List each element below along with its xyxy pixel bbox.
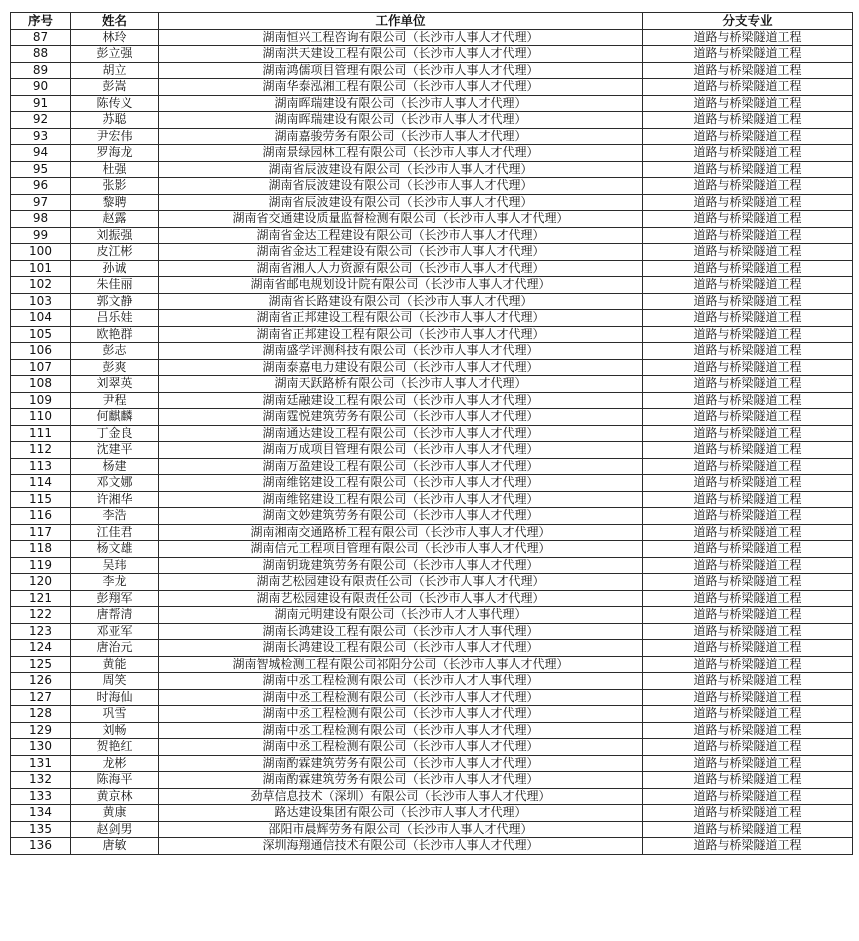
cell-work-unit: 湖南艺松园建设有限责任公司（长沙市人事人才代理） (159, 590, 643, 607)
cell-work-unit: 湖南泰嘉电力建设有限公司（长沙市人事人才代理） (159, 359, 643, 376)
cell-name: 龙彬 (71, 755, 159, 772)
table-row (11, 442, 853, 459)
table-row (11, 491, 853, 508)
cell-serial-number: 107 (11, 359, 71, 376)
table-row (11, 409, 853, 426)
table-row (11, 623, 853, 640)
table-row (11, 194, 853, 211)
cell-name: 黄京林 (71, 788, 159, 805)
table-row (11, 277, 853, 294)
cell-specialty: 道路与桥梁隧道工程 (643, 293, 853, 310)
cell-specialty: 道路与桥梁隧道工程 (643, 640, 853, 657)
cell-name: 林玲 (71, 29, 159, 46)
cell-serial-number: 122 (11, 607, 71, 624)
cell-serial-number: 105 (11, 326, 71, 343)
cell-specialty: 道路与桥梁隧道工程 (643, 376, 853, 393)
cell-name: 邓亚军 (71, 623, 159, 640)
cell-serial-number: 96 (11, 178, 71, 195)
cell-specialty: 道路与桥梁隧道工程 (643, 244, 853, 261)
cell-name: 黄康 (71, 805, 159, 822)
cell-specialty: 道路与桥梁隧道工程 (643, 607, 853, 624)
cell-serial-number: 130 (11, 739, 71, 756)
cell-specialty: 道路与桥梁隧道工程 (643, 458, 853, 475)
cell-specialty: 道路与桥梁隧道工程 (643, 442, 853, 459)
cell-serial-number: 98 (11, 211, 71, 228)
cell-specialty: 道路与桥梁隧道工程 (643, 772, 853, 789)
cell-serial-number: 106 (11, 343, 71, 360)
cell-name: 杜强 (71, 161, 159, 178)
cell-specialty: 道路与桥梁隧道工程 (643, 574, 853, 591)
table-row (11, 788, 853, 805)
cell-specialty: 道路与桥梁隧道工程 (643, 656, 853, 673)
table-row (11, 838, 853, 855)
cell-work-unit: 湖南万成项目管理有限公司（长沙市人事人才代理） (159, 442, 643, 459)
table-row (11, 310, 853, 327)
table-row (11, 112, 853, 129)
cell-name: 贺艳红 (71, 739, 159, 756)
cell-specialty: 道路与桥梁隧道工程 (643, 95, 853, 112)
cell-serial-number: 119 (11, 557, 71, 574)
header-row (11, 13, 853, 30)
cell-work-unit: 湖南省辰波建设有限公司（长沙市人事人才代理） (159, 178, 643, 195)
cell-serial-number: 89 (11, 62, 71, 79)
cell-name: 郭文静 (71, 293, 159, 310)
table-row (11, 62, 853, 79)
cell-specialty: 道路与桥梁隧道工程 (643, 211, 853, 228)
cell-name: 彭翔军 (71, 590, 159, 607)
table-row (11, 772, 853, 789)
cell-name: 唐敏 (71, 838, 159, 855)
cell-serial-number: 99 (11, 227, 71, 244)
cell-name: 黄能 (71, 656, 159, 673)
cell-name: 赵剑男 (71, 821, 159, 838)
cell-work-unit: 湖南湘南交通路桥工程有限公司（长沙市人事人才代理） (159, 524, 643, 541)
cell-work-unit: 湖南晖瑞建设有限公司（长沙市人事人才代理） (159, 112, 643, 129)
cell-name: 刘振强 (71, 227, 159, 244)
cell-specialty: 道路与桥梁隧道工程 (643, 310, 853, 327)
cell-specialty: 道路与桥梁隧道工程 (643, 178, 853, 195)
cell-name: 尹宏伟 (71, 128, 159, 145)
cell-work-unit: 湖南文妙建筑劳务有限公司（长沙市人事人才代理） (159, 508, 643, 525)
cell-work-unit: 湖南中丞工程检测有限公司（长沙市人事人才代理） (159, 706, 643, 723)
cell-work-unit: 湖南中丞工程检测有限公司（长沙市人事人才代理） (159, 739, 643, 756)
cell-serial-number: 90 (11, 79, 71, 96)
cell-specialty: 道路与桥梁隧道工程 (643, 326, 853, 343)
cell-name: 彭志 (71, 343, 159, 360)
cell-work-unit: 湖南天跃路桥有限公司（长沙市人事人才代理） (159, 376, 643, 393)
cell-specialty: 道路与桥梁隧道工程 (643, 425, 853, 442)
cell-work-unit: 湖南省辰波建设有限公司（长沙市人事人才代理） (159, 194, 643, 211)
cell-name: 江佳君 (71, 524, 159, 541)
cell-serial-number: 104 (11, 310, 71, 327)
cell-work-unit: 湖南省金达工程建设有限公司（长沙市人事人才代理） (159, 227, 643, 244)
cell-work-unit: 湖南省长路建设有限公司（长沙市人事人才代理） (159, 293, 643, 310)
cell-work-unit: 湖南洪天建设工程有限公司（长沙市人事人才代理） (159, 46, 643, 63)
cell-serial-number: 111 (11, 425, 71, 442)
cell-work-unit: 湖南中丞工程检测有限公司（长沙市人事人才代理） (159, 689, 643, 706)
cell-serial-number: 131 (11, 755, 71, 772)
cell-name: 黎聘 (71, 194, 159, 211)
header-serial-number: 序号 (11, 13, 71, 30)
cell-specialty: 道路与桥梁隧道工程 (643, 689, 853, 706)
cell-work-unit: 湖南万盈建设工程有限公司（长沙市人事人才代理） (159, 458, 643, 475)
cell-serial-number: 126 (11, 673, 71, 690)
table-row (11, 161, 853, 178)
cell-serial-number: 95 (11, 161, 71, 178)
cell-serial-number: 91 (11, 95, 71, 112)
cell-specialty: 道路与桥梁隧道工程 (643, 524, 853, 541)
cell-name: 丁金良 (71, 425, 159, 442)
table-row (11, 392, 853, 409)
cell-work-unit: 湖南酌霖建筑劳务有限公司（长沙市人事人才代理） (159, 772, 643, 789)
cell-name: 何麒麟 (71, 409, 159, 426)
cell-name: 彭立强 (71, 46, 159, 63)
cell-name: 巩雪 (71, 706, 159, 723)
cell-serial-number: 118 (11, 541, 71, 558)
cell-serial-number: 120 (11, 574, 71, 591)
table-row (11, 821, 853, 838)
cell-name: 胡立 (71, 62, 159, 79)
table-row (11, 376, 853, 393)
cell-specialty: 道路与桥梁隧道工程 (643, 194, 853, 211)
cell-specialty: 道路与桥梁隧道工程 (643, 128, 853, 145)
cell-serial-number: 135 (11, 821, 71, 838)
cell-serial-number: 94 (11, 145, 71, 162)
cell-serial-number: 123 (11, 623, 71, 640)
cell-serial-number: 117 (11, 524, 71, 541)
table-row (11, 46, 853, 63)
cell-specialty: 道路与桥梁隧道工程 (643, 838, 853, 855)
cell-name: 陈传义 (71, 95, 159, 112)
cell-work-unit: 湖南中丞工程检测有限公司（长沙市人事人才代理） (159, 722, 643, 739)
cell-name: 唐帮清 (71, 607, 159, 624)
cell-serial-number: 88 (11, 46, 71, 63)
cell-name: 许湘华 (71, 491, 159, 508)
cell-specialty: 道路与桥梁隧道工程 (643, 722, 853, 739)
cell-work-unit: 湖南省交通建设质量监督检测有限公司（长沙市人事人才代理） (159, 211, 643, 228)
table-row (11, 722, 853, 739)
table-row (11, 227, 853, 244)
cell-specialty: 道路与桥梁隧道工程 (643, 277, 853, 294)
table-row (11, 640, 853, 657)
cell-work-unit: 湖南智城检测工程有限公司祁阳分公司（长沙市人事人才代理） (159, 656, 643, 673)
cell-serial-number: 124 (11, 640, 71, 657)
cell-specialty: 道路与桥梁隧道工程 (643, 788, 853, 805)
cell-serial-number: 125 (11, 656, 71, 673)
table-row (11, 79, 853, 96)
cell-name: 杨文雄 (71, 541, 159, 558)
cell-work-unit: 湖南维铭建设工程有限公司（长沙市人事人才代理） (159, 475, 643, 492)
cell-work-unit: 湖南长鸿建设工程有限公司（长沙市人事人才代理） (159, 640, 643, 657)
cell-specialty: 道路与桥梁隧道工程 (643, 79, 853, 96)
cell-work-unit: 湖南盛学评测科技有限公司（长沙市人事人才代理） (159, 343, 643, 360)
cell-specialty: 道路与桥梁隧道工程 (643, 29, 853, 46)
cell-specialty: 道路与桥梁隧道工程 (643, 508, 853, 525)
cell-specialty: 道路与桥梁隧道工程 (643, 590, 853, 607)
cell-work-unit: 湖南通达建设工程有限公司（长沙市人事人才代理） (159, 425, 643, 442)
cell-serial-number: 103 (11, 293, 71, 310)
cell-specialty: 道路与桥梁隧道工程 (643, 821, 853, 838)
cell-specialty: 道路与桥梁隧道工程 (643, 739, 853, 756)
cell-serial-number: 100 (11, 244, 71, 261)
roster-table (10, 12, 853, 855)
table-row (11, 590, 853, 607)
cell-specialty: 道路与桥梁隧道工程 (643, 673, 853, 690)
table-row (11, 95, 853, 112)
cell-name: 刘畅 (71, 722, 159, 739)
table-row (11, 293, 853, 310)
cell-serial-number: 136 (11, 838, 71, 855)
cell-work-unit: 劲草信息技术（深圳）有限公司（长沙市人事人才代理） (159, 788, 643, 805)
header-work-unit: 工作单位 (159, 13, 643, 30)
cell-work-unit: 湖南省邮电规划设计院有限公司（长沙市人事人才代理） (159, 277, 643, 294)
cell-specialty: 道路与桥梁隧道工程 (643, 227, 853, 244)
cell-work-unit: 深圳海翔通信技术有限公司（长沙市人事人才代理） (159, 838, 643, 855)
cell-serial-number: 108 (11, 376, 71, 393)
cell-name: 邓文娜 (71, 475, 159, 492)
cell-name: 彭嵩 (71, 79, 159, 96)
cell-name: 周笑 (71, 673, 159, 690)
table-row (11, 508, 853, 525)
cell-serial-number: 127 (11, 689, 71, 706)
cell-specialty: 道路与桥梁隧道工程 (643, 623, 853, 640)
table-row (11, 755, 853, 772)
table-row (11, 425, 853, 442)
cell-specialty: 道路与桥梁隧道工程 (643, 343, 853, 360)
cell-work-unit: 湖南元明建设有限公司（长沙市人才人事代理） (159, 607, 643, 624)
table-row (11, 805, 853, 822)
cell-specialty: 道路与桥梁隧道工程 (643, 62, 853, 79)
table-row (11, 178, 853, 195)
cell-name: 尹程 (71, 392, 159, 409)
table-row (11, 673, 853, 690)
roster-sheet (10, 12, 852, 855)
header-name: 姓名 (71, 13, 159, 30)
cell-specialty: 道路与桥梁隧道工程 (643, 161, 853, 178)
cell-work-unit: 湖南维铭建设工程有限公司（长沙市人事人才代理） (159, 491, 643, 508)
cell-serial-number: 132 (11, 772, 71, 789)
cell-work-unit: 湖南信元工程项目管理有限公司（长沙市人事人才代理） (159, 541, 643, 558)
cell-work-unit: 湖南景绿园林工程有限公司（长沙市人事人才代理） (159, 145, 643, 162)
cell-work-unit: 湖南省正邦建设工程有限公司（长沙市人事人才代理） (159, 326, 643, 343)
table-row (11, 739, 853, 756)
cell-name: 张影 (71, 178, 159, 195)
cell-name: 孙诚 (71, 260, 159, 277)
table-row (11, 458, 853, 475)
cell-specialty: 道路与桥梁隧道工程 (643, 557, 853, 574)
table-row (11, 574, 853, 591)
cell-specialty: 道路与桥梁隧道工程 (643, 392, 853, 409)
table-row (11, 145, 853, 162)
cell-name: 李浩 (71, 508, 159, 525)
table-row (11, 524, 853, 541)
cell-serial-number: 110 (11, 409, 71, 426)
table-row (11, 343, 853, 360)
cell-work-unit: 湖南省金达工程建设有限公司（长沙市人事人才代理） (159, 244, 643, 261)
cell-serial-number: 134 (11, 805, 71, 822)
table-row (11, 557, 853, 574)
cell-name: 赵露 (71, 211, 159, 228)
cell-specialty: 道路与桥梁隧道工程 (643, 541, 853, 558)
cell-work-unit: 湖南嘉骏劳务有限公司（长沙市人事人才代理） (159, 128, 643, 145)
cell-serial-number: 113 (11, 458, 71, 475)
cell-work-unit: 湖南晖瑞建设有限公司（长沙市人事人才代理） (159, 95, 643, 112)
cell-name: 沈建平 (71, 442, 159, 459)
cell-name: 刘翠英 (71, 376, 159, 393)
cell-serial-number: 116 (11, 508, 71, 525)
cell-name: 彭爽 (71, 359, 159, 376)
cell-serial-number: 87 (11, 29, 71, 46)
cell-work-unit: 湖南华泰泓湘工程有限公司（长沙市人事人才代理） (159, 79, 643, 96)
table-row (11, 326, 853, 343)
cell-work-unit: 湖南艺松园建设有限责任公司（长沙市人事人才代理） (159, 574, 643, 591)
table-row (11, 128, 853, 145)
cell-serial-number: 114 (11, 475, 71, 492)
cell-specialty: 道路与桥梁隧道工程 (643, 46, 853, 63)
cell-serial-number: 133 (11, 788, 71, 805)
cell-name: 时海仙 (71, 689, 159, 706)
cell-specialty: 道路与桥梁隧道工程 (643, 112, 853, 129)
cell-work-unit: 湖南酌霖建筑劳务有限公司（长沙市人事人才代理） (159, 755, 643, 772)
cell-work-unit: 湖南长鸿建设工程有限公司（长沙市人才人事代理） (159, 623, 643, 640)
table-body (11, 29, 853, 854)
cell-name: 杨建 (71, 458, 159, 475)
cell-specialty: 道路与桥梁隧道工程 (643, 805, 853, 822)
cell-name: 朱佳丽 (71, 277, 159, 294)
cell-specialty: 道路与桥梁隧道工程 (643, 475, 853, 492)
cell-serial-number: 97 (11, 194, 71, 211)
cell-serial-number: 128 (11, 706, 71, 723)
cell-specialty: 道路与桥梁隧道工程 (643, 409, 853, 426)
cell-work-unit: 湖南霆悦建筑劳务有限公司（长沙市人事人才代理） (159, 409, 643, 426)
table-row (11, 244, 853, 261)
table-row (11, 211, 853, 228)
cell-work-unit: 湖南恒兴工程咨询有限公司（长沙市人事人才代理） (159, 29, 643, 46)
cell-name: 罗海龙 (71, 145, 159, 162)
cell-work-unit: 湖南钥珑建筑劳务有限公司（长沙市人事人才代理） (159, 557, 643, 574)
cell-serial-number: 93 (11, 128, 71, 145)
cell-serial-number: 92 (11, 112, 71, 129)
cell-serial-number: 101 (11, 260, 71, 277)
cell-serial-number: 121 (11, 590, 71, 607)
cell-work-unit: 湖南省湘人人力资源有限公司（长沙市人事人才代理） (159, 260, 643, 277)
cell-name: 吕乐娃 (71, 310, 159, 327)
cell-name: 陈海平 (71, 772, 159, 789)
table-row (11, 656, 853, 673)
cell-work-unit: 路达建设集团有限公司（长沙市人事人才代理） (159, 805, 643, 822)
cell-work-unit: 邵阳市晨辉劳务有限公司（长沙市人事人才代理） (159, 821, 643, 838)
cell-specialty: 道路与桥梁隧道工程 (643, 755, 853, 772)
cell-name: 欧艳群 (71, 326, 159, 343)
cell-specialty: 道路与桥梁隧道工程 (643, 706, 853, 723)
table-row (11, 607, 853, 624)
cell-work-unit: 湖南省正邦建设工程有限公司（长沙市人事人才代理） (159, 310, 643, 327)
cell-name: 苏聪 (71, 112, 159, 129)
cell-serial-number: 129 (11, 722, 71, 739)
cell-specialty: 道路与桥梁隧道工程 (643, 491, 853, 508)
header-specialty: 分支专业 (643, 13, 853, 30)
cell-name: 唐治元 (71, 640, 159, 657)
cell-name: 皮江彬 (71, 244, 159, 261)
cell-serial-number: 109 (11, 392, 71, 409)
cell-name: 吴玮 (71, 557, 159, 574)
table-row (11, 541, 853, 558)
cell-specialty: 道路与桥梁隧道工程 (643, 359, 853, 376)
cell-serial-number: 112 (11, 442, 71, 459)
table-row (11, 29, 853, 46)
table-row (11, 260, 853, 277)
cell-work-unit: 湖南鸿儒项目管理有限公司（长沙市人事人才代理） (159, 62, 643, 79)
cell-name: 李龙 (71, 574, 159, 591)
table-row (11, 689, 853, 706)
table-row (11, 359, 853, 376)
table-row (11, 706, 853, 723)
table-row (11, 475, 853, 492)
cell-specialty: 道路与桥梁隧道工程 (643, 145, 853, 162)
cell-serial-number: 102 (11, 277, 71, 294)
cell-work-unit: 湖南中丞工程检测有限公司（长沙市人才人事代理） (159, 673, 643, 690)
cell-specialty: 道路与桥梁隧道工程 (643, 260, 853, 277)
cell-work-unit: 湖南省辰波建设有限公司（长沙市人事人才代理） (159, 161, 643, 178)
cell-serial-number: 115 (11, 491, 71, 508)
cell-work-unit: 湖南廷融建设工程有限公司（长沙市人事人才代理） (159, 392, 643, 409)
